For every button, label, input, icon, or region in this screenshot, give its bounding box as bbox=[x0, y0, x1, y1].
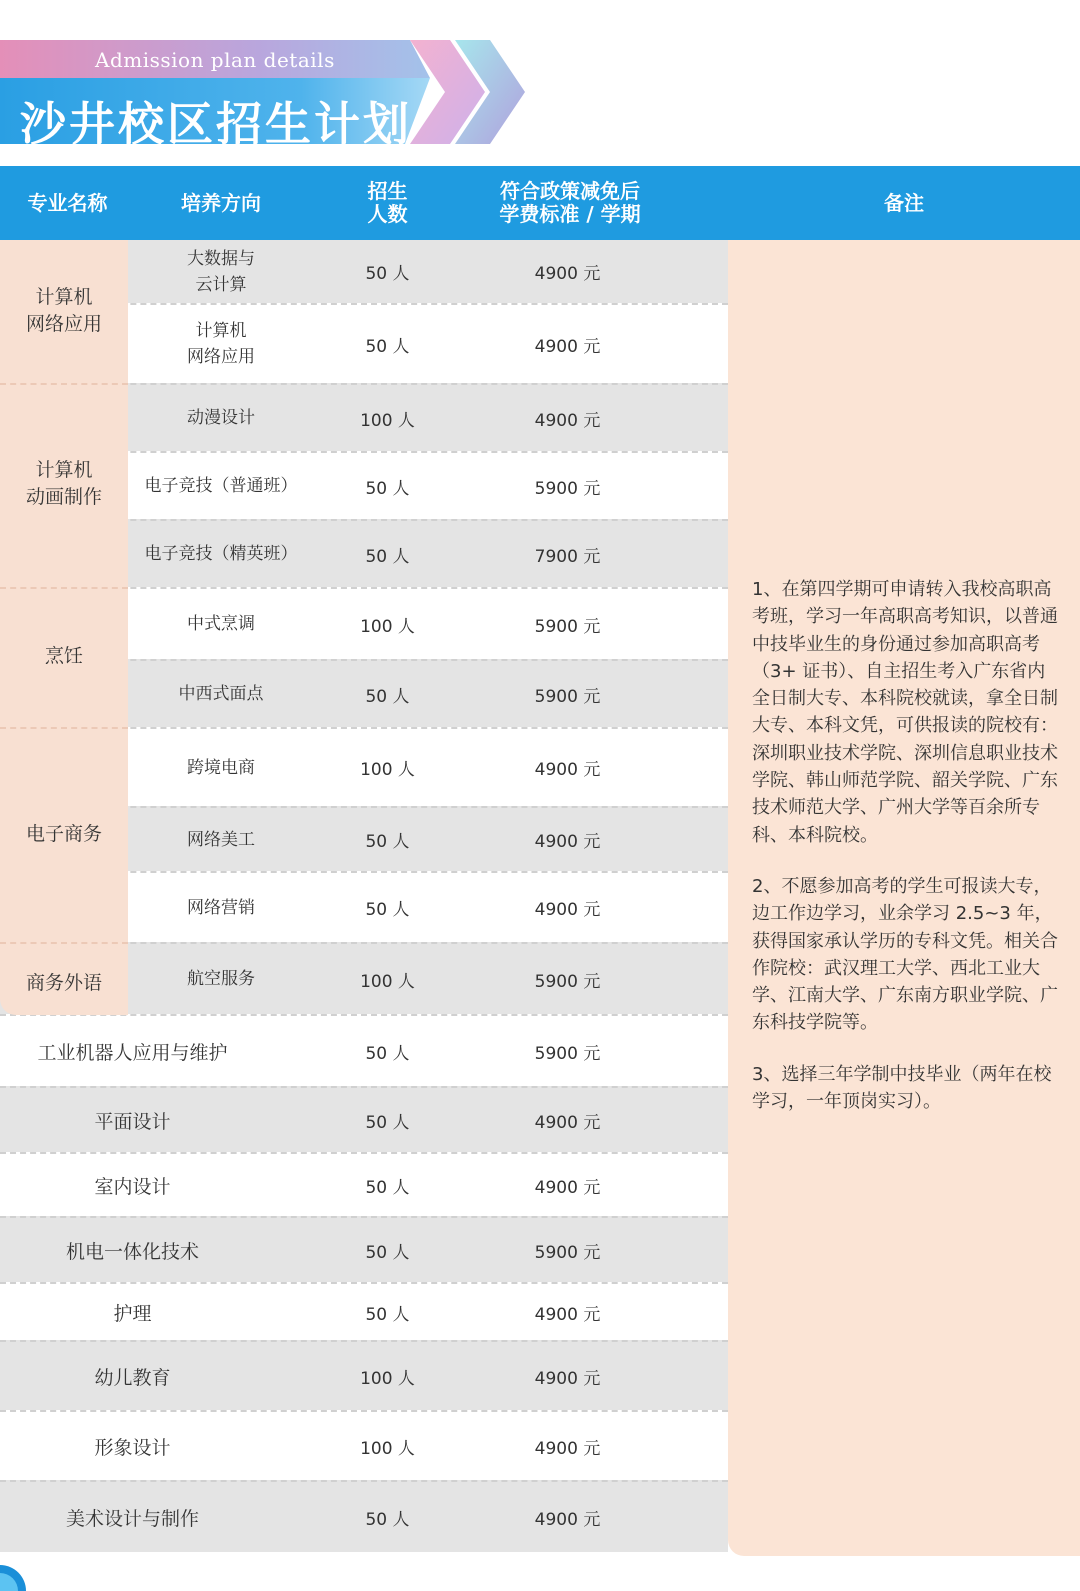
enroll-cell: 100 人 bbox=[360, 760, 415, 780]
enroll-cell: 100 人 bbox=[360, 1368, 415, 1389]
group-label-ecommerce bbox=[0, 821, 128, 848]
direction-cell bbox=[130, 318, 312, 370]
table-row bbox=[0, 1282, 728, 1340]
fee-cell: 5900 元 bbox=[534, 686, 601, 707]
remark-item-1: 1、在第四学期可申请转入我校高职高考班，学习一年高职高考知识，以普通中技毕业生的身份通过参加高职高考（3+ 证书）、自主招生考入广东省内全日制大专、本科院校就读，拿全日制大专、本科文凭，可供报读的院校有：深圳职业技术学院、深圳信息职业技术学院、韩山师范学院、韶关学院、广东技术师范大学、广州大学等百余所专科、本科院校。 bbox=[752, 579, 1058, 846]
enroll-cell: 100 人 bbox=[360, 1438, 415, 1459]
header-enroll-line2: 人数 bbox=[367, 202, 408, 226]
major-group-column bbox=[0, 240, 128, 1015]
group-divider bbox=[0, 587, 128, 589]
enroll-cell: 50 人 bbox=[365, 900, 410, 920]
direction-line1: 计算机 bbox=[195, 321, 247, 341]
enroll-cell: 50 人 bbox=[365, 1304, 410, 1325]
table-row bbox=[0, 1410, 728, 1480]
direction-cell: 中式烹调 bbox=[187, 614, 255, 634]
direction-cell: 网络美工 bbox=[187, 829, 255, 850]
fee-cell: 4900 元 bbox=[534, 1177, 601, 1198]
direction-line2: 网络应用 bbox=[187, 347, 255, 367]
group-label-line1: 商务外语 bbox=[25, 972, 102, 994]
group-label-line1: 计算机 bbox=[35, 286, 93, 308]
group-divider bbox=[0, 383, 128, 385]
fee-cell: 4900 元 bbox=[534, 760, 601, 780]
enroll-cell: 50 人 bbox=[365, 336, 410, 357]
fee-cell: 4900 元 bbox=[534, 1509, 601, 1530]
enroll-cell: 50 人 bbox=[365, 1043, 410, 1064]
banner-title: 沙井校区招生计划 bbox=[20, 97, 412, 151]
major-cell: 平面设计 bbox=[94, 1110, 171, 1133]
direction-line2: 云计算 bbox=[195, 274, 247, 295]
enroll-cell: 100 人 bbox=[360, 410, 415, 431]
fee-cell: 4900 元 bbox=[534, 1438, 601, 1459]
fee-cell: 5900 元 bbox=[534, 616, 601, 637]
enroll-cell: 50 人 bbox=[365, 478, 410, 499]
group-divider bbox=[0, 942, 128, 944]
enroll-cell: 50 人 bbox=[365, 264, 410, 284]
table-row bbox=[0, 1340, 728, 1410]
major-cell: 形象设计 bbox=[94, 1436, 171, 1459]
remarks-panel bbox=[728, 240, 1080, 1556]
table-row bbox=[0, 1086, 728, 1152]
enroll-cell: 50 人 bbox=[365, 686, 410, 707]
header-fee-line2: 学费标准 / 学期 bbox=[499, 202, 641, 226]
direction-cell: 网络营销 bbox=[187, 897, 255, 918]
header-fee bbox=[470, 166, 670, 240]
direction-cell: 动漫设计 bbox=[187, 408, 255, 428]
enroll-cell: 50 人 bbox=[365, 1242, 410, 1263]
table-row bbox=[0, 1216, 728, 1282]
major-cell: 机电一体化技术 bbox=[65, 1240, 199, 1263]
group-label-cooking bbox=[0, 643, 128, 670]
fee-cell: 4900 元 bbox=[534, 832, 601, 852]
major-cell: 室内设计 bbox=[94, 1175, 171, 1198]
enroll-cell: 50 人 bbox=[365, 1177, 410, 1198]
enroll-cell: 100 人 bbox=[360, 616, 415, 637]
fee-cell: 4900 元 bbox=[534, 410, 601, 431]
major-cell: 工业机器人应用与维护 bbox=[37, 1041, 228, 1064]
header-enroll bbox=[340, 166, 435, 240]
header-fee-line1: 符合政策减免后 bbox=[500, 179, 640, 203]
enroll-cell: 50 人 bbox=[365, 546, 410, 567]
fee-cell: 4900 元 bbox=[534, 264, 601, 284]
direction-cell: 电子竞技（精英班） bbox=[144, 544, 298, 564]
group-label-computer-animation bbox=[0, 457, 128, 511]
fee-cell: 4900 元 bbox=[534, 336, 601, 357]
enroll-cell: 50 人 bbox=[365, 1509, 410, 1530]
fee-cell: 5900 元 bbox=[534, 1242, 601, 1263]
remark-item-3: 3、选择三年学制中技毕业（两年在校学习，一年顶岗实习）。 bbox=[752, 1063, 1052, 1113]
group-label-line1: 电子商务 bbox=[25, 823, 102, 845]
group-label-business-english bbox=[0, 970, 128, 997]
fee-cell: 4900 元 bbox=[534, 1368, 601, 1389]
group-label-line1: 计算机 bbox=[35, 459, 93, 481]
direction-cell: 跨境电商 bbox=[187, 757, 255, 778]
group-label-line2: 网络应用 bbox=[25, 313, 102, 335]
direction-cell: 航空服务 bbox=[187, 969, 255, 989]
banner-subtitle-en: Admission plan details bbox=[95, 48, 335, 72]
major-cell: 护理 bbox=[113, 1302, 152, 1325]
direction-cell: 中西式面点 bbox=[178, 684, 264, 704]
header-enroll-line1: 招生 bbox=[367, 179, 408, 203]
enroll-cell: 100 人 bbox=[360, 971, 415, 992]
header-remark: 备注 bbox=[884, 190, 924, 215]
direction-line1: 大数据与 bbox=[187, 248, 255, 269]
fee-cell: 4900 元 bbox=[534, 1304, 601, 1325]
group-divider bbox=[0, 727, 128, 729]
fee-cell: 4900 元 bbox=[534, 900, 601, 920]
table-row bbox=[0, 1480, 728, 1552]
group-label-line1: 烹饪 bbox=[44, 645, 83, 667]
fee-cell: 7900 元 bbox=[534, 546, 601, 567]
remark-item-2: 2、不愿参加高考的学生可报读大专，边工作边学习，业余学习 2.5~3 年，获得国家承认学历的专科文凭。相关合作院校：武汉理工大学、西北工业大学、江南大学、广东南方职业学院、广东科技学院等。 bbox=[752, 875, 1058, 1034]
major-cell: 美术设计与制作 bbox=[65, 1507, 199, 1530]
fee-cell: 5900 元 bbox=[534, 971, 601, 992]
header-major: 专业名称 bbox=[27, 190, 108, 215]
group-label-line2: 动画制作 bbox=[25, 486, 102, 508]
table-row bbox=[0, 1014, 728, 1086]
major-cell: 幼儿教育 bbox=[94, 1366, 171, 1389]
fee-cell: 5900 元 bbox=[534, 1043, 601, 1064]
direction-cell bbox=[130, 246, 312, 298]
table-header bbox=[0, 166, 1080, 240]
header-direction: 培养方向 bbox=[181, 190, 261, 215]
direction-cell: 电子竞技（普通班） bbox=[144, 476, 298, 496]
group-label-computer-network bbox=[0, 284, 128, 338]
fee-cell: 4900 元 bbox=[534, 1112, 601, 1133]
enroll-cell: 50 人 bbox=[365, 1112, 410, 1133]
table-row bbox=[0, 1152, 728, 1216]
enroll-cell: 50 人 bbox=[365, 832, 410, 852]
corner-decoration-icon bbox=[0, 1555, 30, 1591]
fee-cell: 5900 元 bbox=[534, 478, 601, 499]
